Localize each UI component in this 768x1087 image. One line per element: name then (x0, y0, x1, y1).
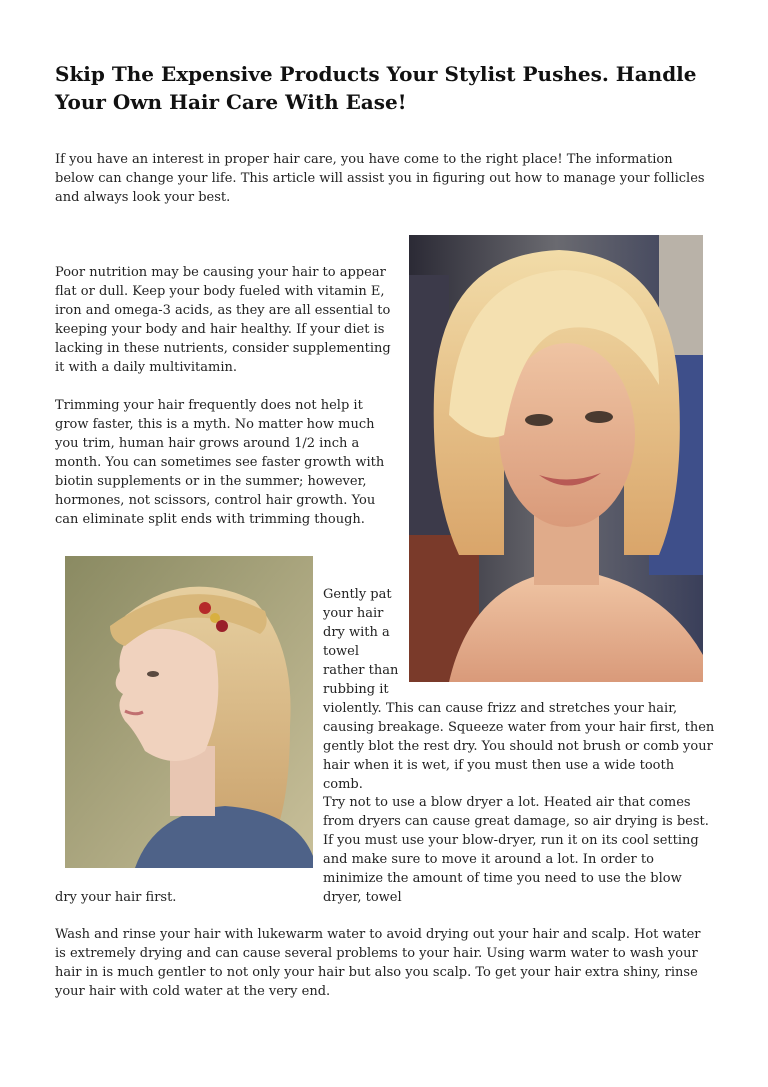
intro-paragraph: If you have an interest in proper hair care, you have come to the right place! The information below can change your life. This article will assist you in figuring out how to manage your follicles and always look your best. (55, 152, 705, 205)
braid-hairstyle-photo (65, 556, 313, 868)
article-title: Skip The Expensive Products Your Stylist Pushes. Handle Your Own Hair Care With Ease! (55, 62, 697, 114)
blow-dryer-paragraph: Try not to use a blow dryer a lot. Heated air that comes from dryers can cause great damage, so air drying is best. If you must use your blow-dryer, run it on its cool setting and make sure to move it around a lot. In order to minimize the amount of time you need to use the blow dryer, towel (323, 795, 709, 905)
towel-paragraph: violently. This can cause frizz and stretches your hair, causing breakage. Squeeze water from your hair first, then gently blot the rest dry. You should not brush or comb your hair when it is wet, if you must then use a wide tooth comb. (323, 701, 715, 792)
nutrition-paragraph: Poor nutrition may be causing your hair to appear flat or dull. Keep your body fueled with vitamin E, iron and omega-3 acids, as they are all essential to keeping your body and hair healthy. If your diet is lacking in these nutrients, consider supplementing it with a daily multivitamin. (55, 265, 391, 375)
blow-dryer-paragraph-end: dry your hair first. (55, 890, 177, 905)
towel-paragraph-wrapped: Gently pat your hair dry with a towel rather than rubbing it (323, 587, 399, 697)
bob-hairstyle-photo (409, 235, 703, 682)
bob-photo-illustration (409, 235, 703, 682)
trimming-paragraph: Trimming your hair frequently does not help it grow faster, this is a myth. No matter how much you trim, human hair grows around 1/2 inch a month. You can sometimes see faster growth with biotin supplements or in the summer; however, hormones, not scissors, control hair growth. You can eliminate split ends with trimming though. (55, 398, 385, 527)
braid-photo-illustration (65, 556, 313, 868)
wash-paragraph: Wash and rinse your hair with lukewarm water to avoid drying out your hair and scalp. Hot water is extremely drying and can cause several problems to your hair. Using warm water to wash your hair in is much gentler to not only your hair but also you scalp. To get your hair extra shiny, rinse your hair with cold water at the very end. (55, 927, 701, 999)
